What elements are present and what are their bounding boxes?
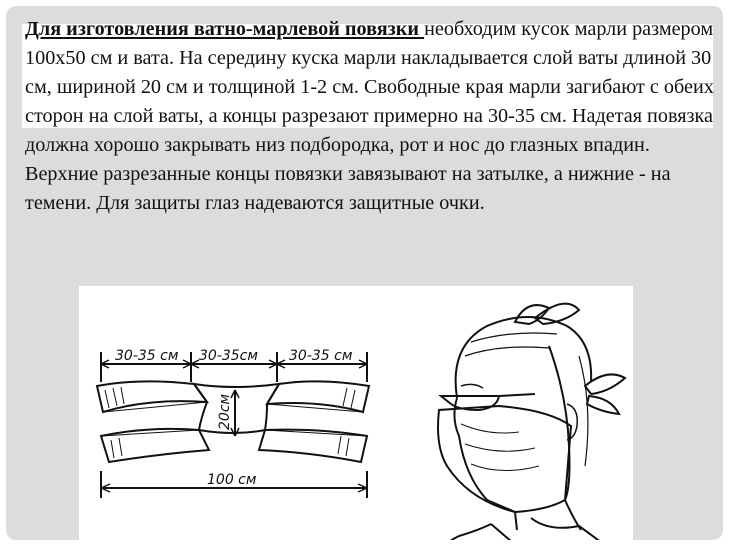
head-with-bandage-illustration xyxy=(438,304,625,540)
instruction-paragraph xyxy=(25,15,715,218)
dim-label-middle: 30-35см xyxy=(199,348,258,364)
dim-label-right: 30-35 см xyxy=(289,348,353,364)
paragraph-body: необходим кусок марли размером 100х50 см и вата. На середину куска марли накладывается слой ваты длиной 30 см, шириной 20 см и толщиной 1-2 см. Свободные края марли загибают с обеих сторон на слой ваты, а концы разрезают примерно на 30-35 см. Надетая повязка должна хорошо закрывать низ подбородка, рот и нос до глазных впадин. Верхние разрезанные концы повязки завязывают на затылке, а нижние - на темени. Для защиты глаз надеваются защитные очки. xyxy=(25,18,714,214)
dim-label-height: 20см xyxy=(217,393,233,430)
slide xyxy=(6,6,723,540)
paragraph-lead: Для изготовления ватно-марлевой повязки xyxy=(25,18,420,40)
dim-label-left: 30-35 см xyxy=(115,348,179,364)
bandage-figure xyxy=(79,286,633,540)
dim-label-total: 100 см xyxy=(207,472,257,488)
